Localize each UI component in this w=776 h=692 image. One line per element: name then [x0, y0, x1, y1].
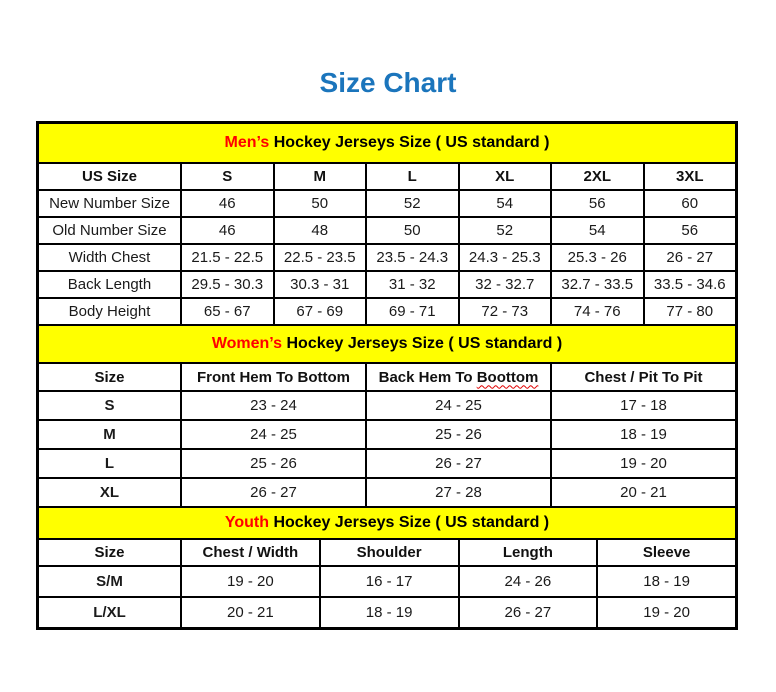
table-row: [38, 217, 736, 244]
cell: 32 - 32.7: [459, 271, 552, 298]
page-title: Size Chart: [319, 67, 457, 98]
cell: 65 - 67: [181, 298, 274, 325]
cell: 56: [644, 217, 737, 244]
cell: 33.5 - 34.6: [644, 271, 737, 298]
mens-col-header: 2XL: [551, 163, 644, 190]
row-label: S: [38, 391, 181, 420]
table-row: [38, 298, 736, 325]
youth-col-header: Chest / Width: [181, 539, 320, 566]
womens-banner-row: [38, 325, 736, 363]
cell: 50: [274, 190, 367, 217]
cell: 30.3 - 31: [274, 271, 367, 298]
youth-col-header: Shoulder: [320, 539, 459, 566]
youth-banner-rest: Hockey Jerseys Size ( US standard ): [273, 514, 550, 531]
cell: 48: [274, 217, 367, 244]
cell: 77 - 80: [644, 298, 737, 325]
cell: 27 - 28: [366, 478, 551, 507]
table-row: [38, 478, 736, 507]
cell: 54: [459, 190, 552, 217]
cell: 26 - 27: [366, 449, 551, 478]
cell: 24 - 25: [181, 420, 366, 449]
womens-col-header: [366, 363, 551, 391]
cell: 60: [644, 190, 737, 217]
youth-banner-row: [38, 507, 736, 539]
cell: 69 - 71: [366, 298, 459, 325]
table-row: [38, 420, 736, 449]
cell: 23.5 - 24.3: [366, 244, 459, 271]
youth-col-header: Sleeve: [597, 539, 736, 566]
table-row: [38, 449, 736, 478]
row-label: Old Number Size: [38, 217, 181, 244]
cell: 54: [551, 217, 644, 244]
mens-col-header: M: [274, 163, 367, 190]
cell: 46: [181, 190, 274, 217]
cell: 19 - 20: [181, 566, 320, 597]
womens-size-table: [37, 324, 737, 508]
cell: 25 - 26: [366, 420, 551, 449]
cell: 17 - 18: [551, 391, 736, 420]
youth-header-row: [38, 539, 736, 566]
mens-col-header: XL: [459, 163, 552, 190]
cell: 16 - 17: [320, 566, 459, 597]
mens-col-header: L: [366, 163, 459, 190]
cell: 46: [181, 217, 274, 244]
cell: 25.3 - 26: [551, 244, 644, 271]
cell: 67 - 69: [274, 298, 367, 325]
womens-col-header: Chest / Pit To Pit: [551, 363, 736, 391]
mens-header-row: [38, 163, 736, 190]
table-row: [38, 244, 736, 271]
table-row: [38, 566, 736, 597]
womens-section-banner: [38, 325, 736, 363]
cell: 52: [459, 217, 552, 244]
table-row: [38, 190, 736, 217]
mens-col-header: 3XL: [644, 163, 737, 190]
cell: 26 - 27: [181, 478, 366, 507]
womens-banner-highlight: Women’s: [211, 335, 287, 352]
cell: 18 - 19: [551, 420, 736, 449]
cell: 50: [366, 217, 459, 244]
cell: 18 - 19: [320, 597, 459, 628]
row-label: Back Length: [38, 271, 181, 298]
row-label: Body Height: [38, 298, 181, 325]
back-hem-prefix: Back Hem To: [378, 368, 477, 386]
row-label: Width Chest: [38, 244, 181, 271]
cell: 24.3 - 25.3: [459, 244, 552, 271]
cell: 20 - 21: [551, 478, 736, 507]
cell: 22.5 - 23.5: [274, 244, 367, 271]
table-row: [38, 271, 736, 298]
size-chart-sheet: [36, 121, 738, 630]
row-label: XL: [38, 478, 181, 507]
mens-size-table: [37, 122, 737, 326]
row-label: L: [38, 449, 181, 478]
mens-col-header: S: [181, 163, 274, 190]
table-row: [38, 391, 736, 420]
womens-col-header: Front Hem To Bottom: [181, 363, 366, 391]
table-row: [38, 597, 736, 628]
row-label: New Number Size: [38, 190, 181, 217]
mens-banner-rest: Hockey Jerseys Size ( US standard ): [273, 134, 550, 151]
mens-col-header: US Size: [38, 163, 181, 190]
cell: 32.7 - 33.5: [551, 271, 644, 298]
cell: 26 - 27: [644, 244, 737, 271]
mens-banner-highlight: Men’s: [224, 134, 274, 151]
youth-banner-highlight: Youth: [224, 514, 274, 531]
row-label: L/XL: [38, 597, 181, 628]
back-hem-misspelled-word: Boottom: [476, 368, 539, 386]
womens-banner-rest: Hockey Jerseys Size ( US standard ): [286, 335, 563, 352]
cell: 19 - 20: [597, 597, 736, 628]
cell: 72 - 73: [459, 298, 552, 325]
cell: 56: [551, 190, 644, 217]
cell: 52: [366, 190, 459, 217]
cell: 31 - 32: [366, 271, 459, 298]
womens-col-header: Size: [38, 363, 181, 391]
row-label: S/M: [38, 566, 181, 597]
youth-section-banner: [38, 507, 736, 539]
mens-banner-row: [38, 123, 736, 163]
womens-header-row: [38, 363, 736, 391]
cell: 18 - 19: [597, 566, 736, 597]
cell: 23 - 24: [181, 391, 366, 420]
cell: 24 - 26: [459, 566, 598, 597]
mens-section-banner: [38, 123, 736, 163]
cell: 24 - 25: [366, 391, 551, 420]
cell: 26 - 27: [459, 597, 598, 628]
youth-col-header: Size: [38, 539, 181, 566]
cell: 29.5 - 30.3: [181, 271, 274, 298]
youth-col-header: Length: [459, 539, 598, 566]
cell: 21.5 - 22.5: [181, 244, 274, 271]
row-label: M: [38, 420, 181, 449]
youth-size-table: [37, 506, 737, 629]
cell: 19 - 20: [551, 449, 736, 478]
cell: 74 - 76: [551, 298, 644, 325]
cell: 20 - 21: [181, 597, 320, 628]
cell: 25 - 26: [181, 449, 366, 478]
